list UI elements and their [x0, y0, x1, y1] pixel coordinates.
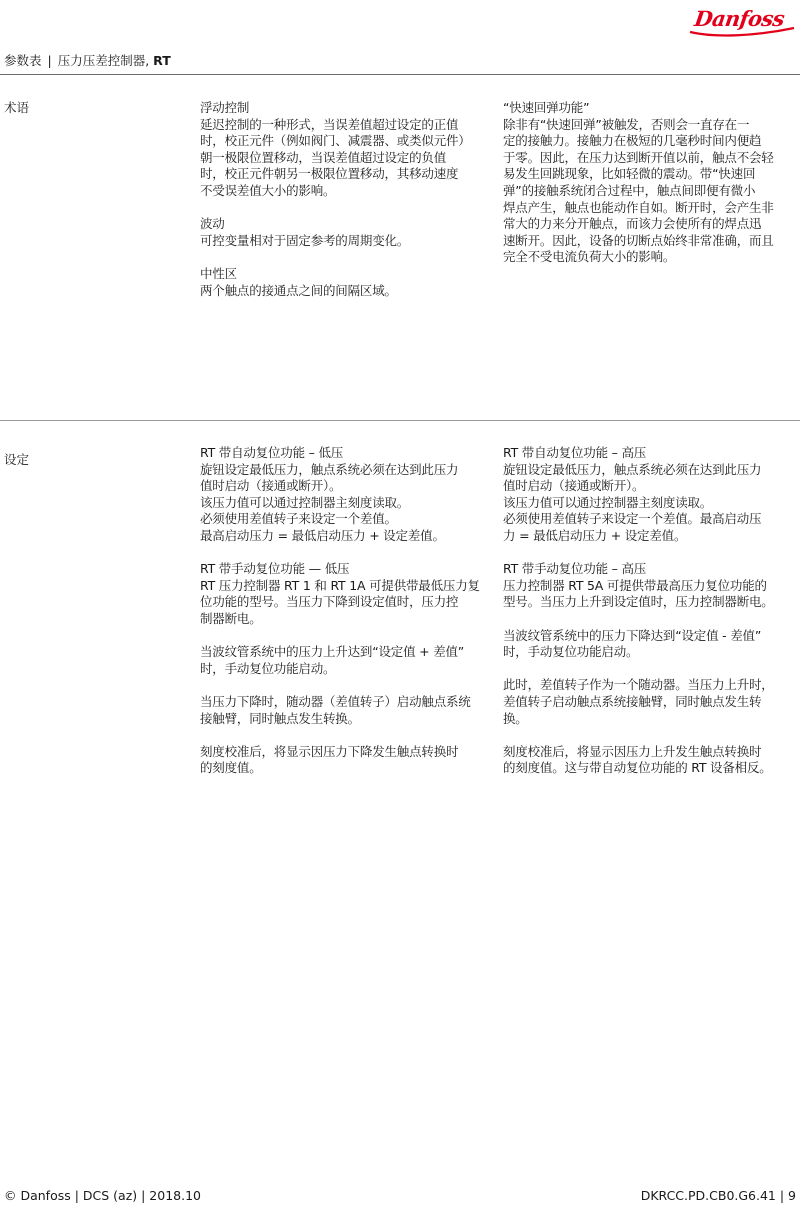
term-snap-action: “快速回弹功能” 除非有“快速回弹”被触发，否则会一直存在一 定的接触力。接触力在极短的几毫秒时间内便趋 于零。因此，在压力达到断开值以前，触点不会轻 易发生回跳现象，比如轻微的震动。带“快速回 弹”的接触系统闭合过程中，触点间即便有微小 焊点产生，触点也能动作自如。断开时，会产生非 常大的力来分开触点，而该力会使所有的焊点迅 速断开。因此，设备的切断点始终非常准确，而且 完全不受电流负荷大小的影响。 [503, 100, 774, 265]
term-neutral-zone: 中性区 两个触点的接通点之间的间隔区域。 [200, 265, 397, 298]
setting-manual-reset-high-follower: 此时，差值转子作为一个随动器。当压力上升时， 差值转子启动触点系统接触臂，同时触点发生转 换。 [503, 677, 774, 726]
terms-column-2 [503, 100, 793, 266]
section-label-settings: 设定 [4, 452, 30, 467]
setting-manual-reset-high-scale: 刻度校准后，将显示因压力上升发生触点转换时 的刻度值。这与带自动复位功能的 RT 设备相反。 [503, 743, 772, 776]
settings-column-1 [200, 445, 490, 777]
title-doc-type: 参数表 [4, 53, 42, 68]
setting-manual-reset-low-activation: 当波纹管系统中的压力上升达到“设定值 + 差值” 时，手动复位功能启动。 [200, 644, 465, 676]
footer-copyright: © Danfoss | DCS (az) | 2018.10 [4, 1188, 201, 1203]
section-label-terms: 术语 [4, 100, 30, 115]
setting-auto-reset-low: RT 带自动复位功能 – 低压 旋钮设定最低压力，触点系统必须在达到此压力 值时启动（接通或断开）。 该压力值可以通过控制器主刻度读取。 必须使用差值转子来设定一个差值。 最高启动压力 = 最低启动压力 + 设定差值。 [200, 445, 459, 543]
footer-doc-code: DKRCC.PD.CB0.G6.41 | 9 [640, 1188, 796, 1203]
setting-manual-reset-high-activation: 当波纹管系统中的压力下降达到“设定值 - 差值” 时，手动复位功能启动。 [503, 627, 762, 660]
header-divider [0, 74, 800, 75]
term-fluctuation: 波动 可控变量相对于固定参考的周期变化。 [200, 216, 410, 248]
logo-wordmark: Danfoss [692, 6, 787, 31]
danfoss-logo [686, 2, 798, 42]
terms-column-1 [200, 100, 490, 299]
settings-column-2 [503, 445, 793, 777]
term-floating-control: 浮动控制 延迟控制的一种形式，当误差值超过设定的正值 时，校正元件（例如阀门、减震器、或类似元件） 朝一极限位置移动，当误差值超过设定的负值 时，校正元件朝另一极限位置移动，其移动速度 不受误差值大小的影响。 [200, 100, 471, 198]
setting-manual-reset-low-follower: 当压力下降时，随动器（差值转子）启动触点系统 接触臂，同时触点发生转换。 [200, 693, 471, 726]
setting-auto-reset-high: RT 带自动复位功能 – 高压 旋钮设定最低压力，触点系统必须在达到此压力 值时启动（接通或断开）。 该压力值可以通过控制器主刻度读取。 必须使用差值转子来设定一个差值。最高启动压 力 = 最低启动压力 + 设定差值。 [503, 445, 762, 543]
document-title [4, 52, 171, 70]
setting-manual-reset-low: RT 带手动复位功能 — 低压 RT 压力控制器 RT 1 和 RT 1A 可提供带最低压力复 位功能的型号。当压力下降到设定值时，压力控 制器断电。 [200, 561, 480, 626]
section-divider [0, 420, 800, 421]
title-product: 压力压差控制器, [57, 53, 154, 68]
title-separator: | [47, 53, 52, 68]
setting-manual-reset-high: RT 带手动复位功能 – 高压 压力控制器 RT 5A 可提供带最高压力复位功能的 型号。当压力上升到设定值时，压力控制器断电。 [503, 561, 774, 610]
title-product-code: RT [153, 53, 171, 68]
setting-manual-reset-low-scale: 刻度校准后，将显示因压力下降发生触点转换时 的刻度值。 [200, 743, 459, 776]
